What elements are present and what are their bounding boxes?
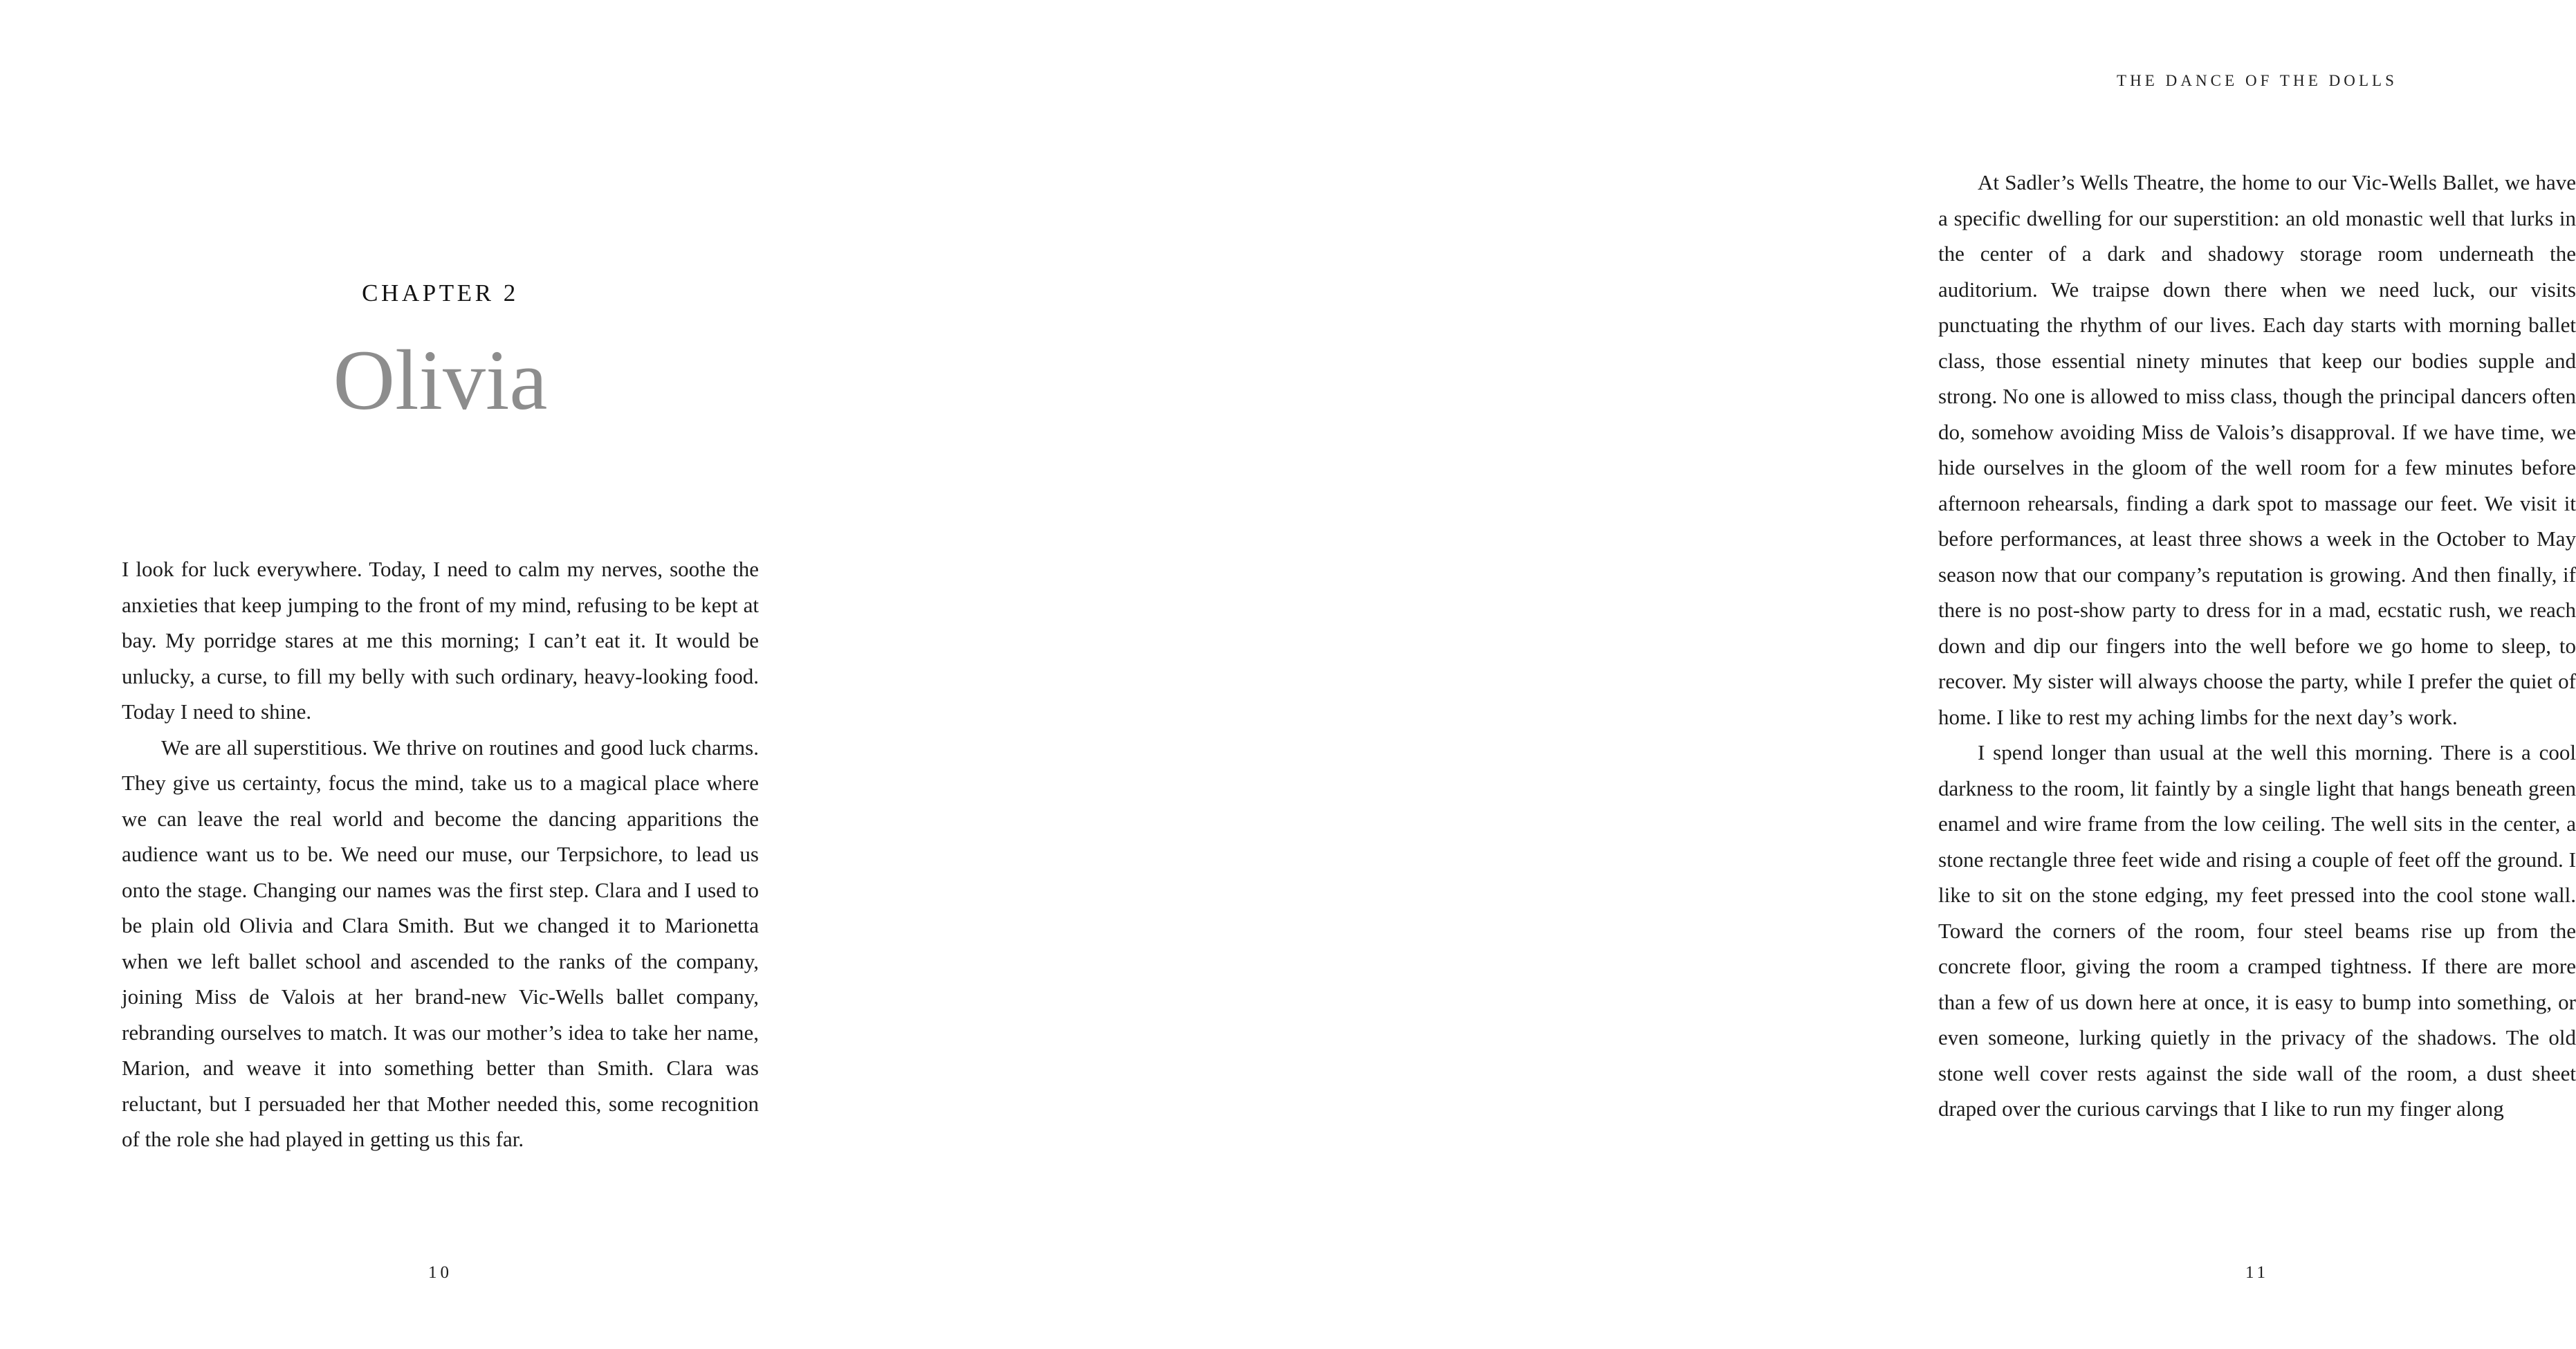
page-left xyxy=(0,0,899,1349)
chapter-number-heading: CHAPTER 2 xyxy=(362,279,519,306)
paragraph: I spend longer than usual at the well this morning. There is a cool darkness to the room, lit faintly by a single light that hangs beneath green enamel and wire frame from the low ceiling. The well sits in the center, a stone rectangle three feet wide and rising a couple of feet off the ground. I like to sit on the stone edging, my feet pressed into the cool stone wall. Toward the corners of the room, four steel beams rise up from the concrete floor, giving the room a cramped tightness. If there are more than a few of us down here at once, it is easy to bump into something, or even someone, lurking quietly in the privacy of the shadows. The old stone well cover rests against the side wall of the room, a dust sheet draped over the curious carvings that I like to run my finger along xyxy=(1938,740,2576,1121)
right-page-body-text xyxy=(1938,165,2576,1127)
paragraph: At Sadler’s Wells Theatre, the home to our Vic-Wells Ballet, we have a specific dwelling for our superstition: an old monastic well that lurks in the center of a dark and shadowy storage room underneath the auditorium. We traipse down there when we need luck, our visits punctuating the rhythm of our lives. Each day starts with morning ballet class, those essential ninety minutes that keep our bodies supple and strong. No one is allowed to miss class, though the principal dancers often do, somehow avoiding Miss de Valois’s disapproval. If we have time, we hide ourselves in the gloom of the well room for a few minutes before afternoon rehearsals, finding a dark spot to massage our feet. We visit it before performances, at least three shows a week in the October to May season now that our company’s reputation is growing. And then finally, if there is no post-show party to dress for in a mad, ecstatic rush, we reach down and dip our fingers into the well before we go home to sleep, to recover. My sister will always choose the party, while I prefer the quiet of home. I like to rest my aching limbs for the next day’s work. xyxy=(1938,170,2576,729)
page-number-right: 11 xyxy=(2245,1263,2270,1282)
page-right xyxy=(899,0,2576,1349)
running-header: THE DANCE OF THE DOLLS xyxy=(2116,72,2398,89)
paragraph: I look for luck everywhere. Today, I need to calm my nerves, soothe the anxieties that keep jumping to the front of my mind, refusing to be kept at bay. My porridge stares at me this morning; I can’t eat it. It would be unlucky, a curse, to fill my belly with such ordinary, heavy-looking food. Today I need to shine. xyxy=(122,557,759,724)
chapter-title: Olivia xyxy=(333,333,548,428)
page-number-left: 10 xyxy=(428,1263,452,1282)
left-page-body-text xyxy=(122,551,759,1157)
paragraph: We are all superstitious. We thrive on routines and good luck charms. They give us certainty, focus the mind, take us to a magical place where we can leave the real world and become the dancing apparitions the audience want us to be. We need our muse, our Terpsichore, to lead us onto the stage. Changing our names was the first step. Clara and I used to be plain old Olivia and Clara Smith. But we changed it to Marionetta when we left ballet school and ascended to the ranks of the company, joining Miss de Valois at her brand-new Vic-Wells ballet company, rebranding ourselves to match. It was our mother’s idea to take her name, Marion, and weave it into something better than Smith. Clara was reluctant, but I persuaded her that Mother needed this, some recognition of the role she had played in getting us this far. xyxy=(122,735,759,1151)
